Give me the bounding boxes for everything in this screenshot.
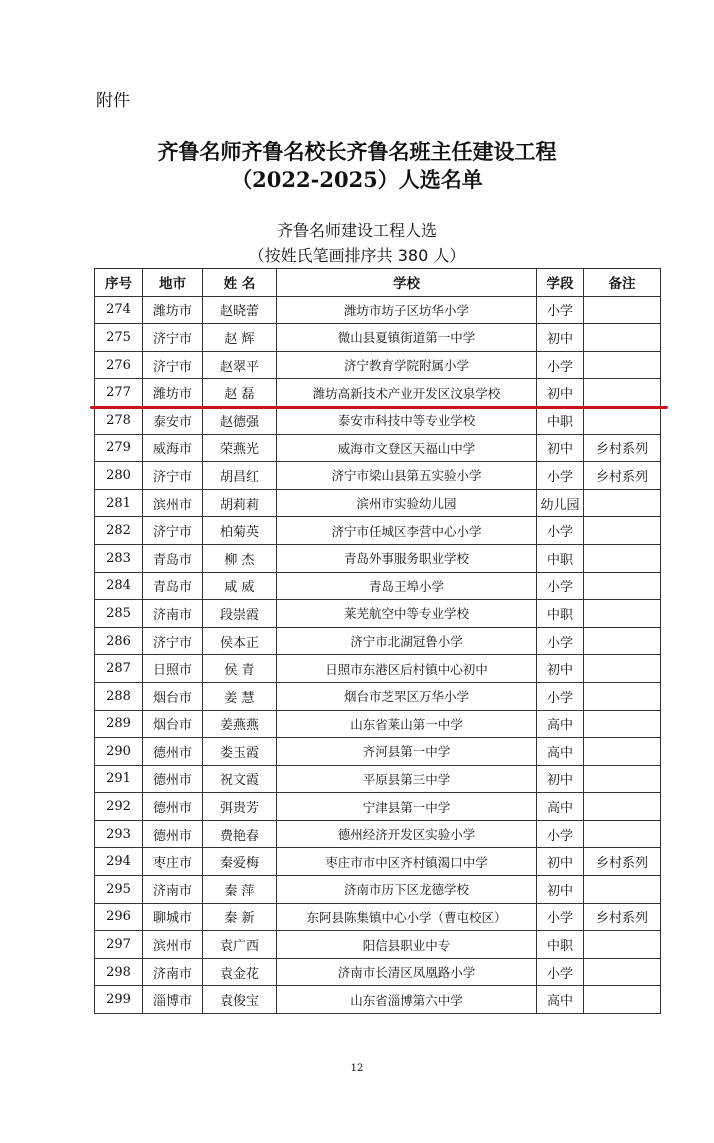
cell-remark — [584, 765, 661, 793]
cell-name: 赵翠平 — [203, 351, 277, 379]
section-subtitle-note: （按姓氏笔画排序共 380 人） — [248, 246, 466, 265]
cell-school: 济宁市北湖冠鲁小学 — [277, 627, 537, 655]
cell-city: 青岛市 — [143, 572, 203, 600]
cell-name: 胡昌红 — [203, 462, 277, 490]
cell-city: 德州市 — [143, 765, 203, 793]
cell-index: 299 — [95, 986, 143, 1014]
cell-school: 烟台市芝罘区万华小学 — [277, 682, 537, 710]
cell-name: 赵 磊 — [203, 379, 277, 407]
table-header-row — [95, 269, 661, 297]
cell-name: 赵 辉 — [203, 324, 277, 352]
cell-index: 294 — [95, 848, 143, 876]
table-row — [95, 627, 661, 655]
cell-level: 中职 — [537, 544, 584, 572]
cell-remark — [584, 986, 661, 1014]
cell-remark: 乡村系列 — [584, 462, 661, 490]
table-row — [95, 544, 661, 572]
cell-city: 济南市 — [143, 600, 203, 628]
cell-level: 中职 — [537, 931, 584, 959]
cell-name: 荣燕光 — [203, 434, 277, 462]
cell-index: 285 — [95, 600, 143, 628]
cell-level: 中职 — [537, 600, 584, 628]
cell-name: 弭贵芳 — [203, 793, 277, 821]
cell-name: 祝文霞 — [203, 765, 277, 793]
cell-school: 微山县夏镇街道第一中学 — [277, 324, 537, 352]
cell-name: 赵德强 — [203, 406, 277, 434]
red-highlight-line — [90, 406, 668, 409]
cell-name: 娄玉霞 — [203, 738, 277, 766]
cell-name: 咸 威 — [203, 572, 277, 600]
cell-level: 小学 — [537, 517, 584, 545]
cell-school: 济宁教育学院附属小学 — [277, 351, 537, 379]
cell-index: 282 — [95, 517, 143, 545]
header-city: 地市 — [143, 269, 203, 297]
cell-index: 291 — [95, 765, 143, 793]
cell-index: 298 — [95, 958, 143, 986]
cell-city: 滨州市 — [143, 931, 203, 959]
header-level: 学段 — [537, 269, 584, 297]
cell-name: 侯本正 — [203, 627, 277, 655]
cell-index: 296 — [95, 903, 143, 931]
cell-remark: 乡村系列 — [584, 434, 661, 462]
cell-city: 枣庄市 — [143, 848, 203, 876]
cell-name: 姜 慧 — [203, 682, 277, 710]
cell-city: 淄博市 — [143, 986, 203, 1014]
cell-city: 潍坊市 — [143, 379, 203, 407]
cell-remark — [584, 931, 661, 959]
cell-remark — [584, 517, 661, 545]
cell-index: 274 — [95, 296, 143, 324]
cell-name: 袁广西 — [203, 931, 277, 959]
cell-remark — [584, 793, 661, 821]
cell-city: 烟台市 — [143, 710, 203, 738]
cell-school: 日照市东港区后村镇中心初中 — [277, 655, 537, 683]
cell-remark — [584, 544, 661, 572]
cell-city: 德州市 — [143, 738, 203, 766]
cell-level: 中职 — [537, 406, 584, 434]
cell-name: 袁俊宝 — [203, 986, 277, 1014]
cell-index: 276 — [95, 351, 143, 379]
cell-name: 袁金花 — [203, 958, 277, 986]
table-row — [95, 738, 661, 766]
table-row — [95, 820, 661, 848]
cell-school: 莱芜航空中等专业学校 — [277, 600, 537, 628]
cell-school: 滨州市实验幼儿园 — [277, 489, 537, 517]
table-row — [95, 351, 661, 379]
page-number: 12 — [350, 1063, 364, 1074]
cell-level: 初中 — [537, 379, 584, 407]
cell-school: 青岛外事服务职业学校 — [277, 544, 537, 572]
table-row — [95, 296, 661, 324]
cell-name: 赵晓蕾 — [203, 296, 277, 324]
cell-remark — [584, 351, 661, 379]
cell-level: 高中 — [537, 738, 584, 766]
table-row — [95, 600, 661, 628]
cell-index: 293 — [95, 820, 143, 848]
table-row — [95, 324, 661, 352]
cell-level: 小学 — [537, 351, 584, 379]
cell-name: 秦爱梅 — [203, 848, 277, 876]
table-row — [95, 793, 661, 821]
cell-city: 济宁市 — [143, 351, 203, 379]
cell-city: 济南市 — [143, 876, 203, 904]
cell-school: 潍坊市坊子区坊华小学 — [277, 296, 537, 324]
cell-index: 279 — [95, 434, 143, 462]
cell-name: 秦 萍 — [203, 876, 277, 904]
document-title-line1: 齐鲁名师齐鲁名校长齐鲁名班主任建设工程 — [157, 139, 557, 164]
cell-city: 聊城市 — [143, 903, 203, 931]
cell-name: 胡莉莉 — [203, 489, 277, 517]
cell-index: 290 — [95, 738, 143, 766]
cell-school: 济南市历下区龙德学校 — [277, 876, 537, 904]
cell-index: 284 — [95, 572, 143, 600]
cell-remark — [584, 682, 661, 710]
cell-level: 小学 — [537, 462, 584, 490]
cell-city: 滨州市 — [143, 489, 203, 517]
header-name: 姓 名 — [203, 269, 277, 297]
cell-remark — [584, 820, 661, 848]
cell-index: 281 — [95, 489, 143, 517]
table-row — [95, 931, 661, 959]
cell-level: 初中 — [537, 848, 584, 876]
table-row — [95, 876, 661, 904]
table-row — [95, 406, 661, 434]
table-row — [95, 682, 661, 710]
cell-index: 278 — [95, 406, 143, 434]
table-row — [95, 986, 661, 1014]
cell-city: 济宁市 — [143, 517, 203, 545]
table-row — [95, 517, 661, 545]
cell-city: 潍坊市 — [143, 296, 203, 324]
header-remark: 备注 — [584, 269, 661, 297]
cell-index: 280 — [95, 462, 143, 490]
cell-city: 济南市 — [143, 958, 203, 986]
table-row — [95, 572, 661, 600]
cell-remark — [584, 738, 661, 766]
cell-city: 济宁市 — [143, 627, 203, 655]
cell-level: 高中 — [537, 710, 584, 738]
cell-remark: 乡村系列 — [584, 903, 661, 931]
cell-school: 济宁市梁山县第五实验小学 — [277, 462, 537, 490]
cell-remark — [584, 655, 661, 683]
cell-index: 297 — [95, 931, 143, 959]
attachment-label: 附件 — [96, 91, 130, 111]
cell-city: 泰安市 — [143, 406, 203, 434]
cell-name: 柏菊英 — [203, 517, 277, 545]
cell-school: 威海市文登区天福山中学 — [277, 434, 537, 462]
cell-school: 济宁市任城区李营中心小学 — [277, 517, 537, 545]
cell-level: 初中 — [537, 655, 584, 683]
cell-city: 济宁市 — [143, 324, 203, 352]
cell-index: 288 — [95, 682, 143, 710]
cell-remark: 乡村系列 — [584, 848, 661, 876]
cell-school: 宁津县第一中学 — [277, 793, 537, 821]
cell-city: 德州市 — [143, 820, 203, 848]
table-row — [95, 655, 661, 683]
header-school: 学校 — [277, 269, 537, 297]
cell-remark — [584, 379, 661, 407]
cell-index: 283 — [95, 544, 143, 572]
cell-index: 287 — [95, 655, 143, 683]
cell-level: 高中 — [537, 986, 584, 1014]
cell-index: 292 — [95, 793, 143, 821]
cell-city: 威海市 — [143, 434, 203, 462]
cell-school: 山东省莱山第一中学 — [277, 710, 537, 738]
cell-level: 小学 — [537, 572, 584, 600]
cell-remark — [584, 627, 661, 655]
cell-remark — [584, 876, 661, 904]
cell-city: 德州市 — [143, 793, 203, 821]
cell-school: 阳信县职业中专 — [277, 931, 537, 959]
cell-level: 初中 — [537, 324, 584, 352]
cell-school: 济南市长清区凤凰路小学 — [277, 958, 537, 986]
cell-level: 初中 — [537, 876, 584, 904]
table-row — [95, 379, 661, 407]
cell-remark — [584, 958, 661, 986]
cell-school: 枣庄市市中区齐村镇渴口中学 — [277, 848, 537, 876]
cell-school: 齐河县第一中学 — [277, 738, 537, 766]
cell-level: 初中 — [537, 434, 584, 462]
cell-index: 275 — [95, 324, 143, 352]
cell-school: 德州经济开发区实验小学 — [277, 820, 537, 848]
table-row — [95, 958, 661, 986]
cell-school: 山东省淄博第六中学 — [277, 986, 537, 1014]
cell-name: 侯 青 — [203, 655, 277, 683]
cell-level: 小学 — [537, 903, 584, 931]
cell-school: 潍坊高新技术产业开发区汶泉学校 — [277, 379, 537, 407]
table-row — [95, 848, 661, 876]
cell-remark — [584, 406, 661, 434]
table-row — [95, 710, 661, 738]
document-title-line2: （2022-2025）人选名单 — [231, 167, 483, 192]
cell-level: 小学 — [537, 682, 584, 710]
cell-name: 秦 新 — [203, 903, 277, 931]
cell-remark — [584, 296, 661, 324]
cell-remark — [584, 710, 661, 738]
cell-remark — [584, 572, 661, 600]
cell-school: 东阿县陈集镇中心小学（曹屯校区） — [277, 903, 537, 931]
cell-remark — [584, 489, 661, 517]
table-row — [95, 903, 661, 931]
table-row — [95, 489, 661, 517]
cell-level: 幼儿园 — [537, 489, 584, 517]
cell-city: 烟台市 — [143, 682, 203, 710]
cell-city: 济宁市 — [143, 462, 203, 490]
cell-level: 初中 — [537, 765, 584, 793]
cell-name: 段崇霞 — [203, 600, 277, 628]
candidate-table — [94, 268, 661, 1014]
header-index: 序号 — [95, 269, 143, 297]
table-row — [95, 765, 661, 793]
cell-remark — [584, 600, 661, 628]
cell-level: 小学 — [537, 958, 584, 986]
cell-school: 青岛王埠小学 — [277, 572, 537, 600]
table-row — [95, 462, 661, 490]
cell-name: 费艳春 — [203, 820, 277, 848]
section-subtitle: 齐鲁名师建设工程人选 — [276, 221, 437, 240]
cell-index: 277 — [95, 379, 143, 407]
cell-city: 日照市 — [143, 655, 203, 683]
cell-level: 小学 — [537, 820, 584, 848]
cell-index: 289 — [95, 710, 143, 738]
cell-school: 平原县第三中学 — [277, 765, 537, 793]
cell-name: 柳 杰 — [203, 544, 277, 572]
cell-remark — [584, 324, 661, 352]
cell-city: 青岛市 — [143, 544, 203, 572]
cell-index: 295 — [95, 876, 143, 904]
cell-level: 高中 — [537, 793, 584, 821]
cell-name: 姜燕燕 — [203, 710, 277, 738]
cell-level: 小学 — [537, 627, 584, 655]
cell-index: 286 — [95, 627, 143, 655]
table-row — [95, 434, 661, 462]
cell-school: 泰安市科技中等专业学校 — [277, 406, 537, 434]
cell-level: 小学 — [537, 296, 584, 324]
